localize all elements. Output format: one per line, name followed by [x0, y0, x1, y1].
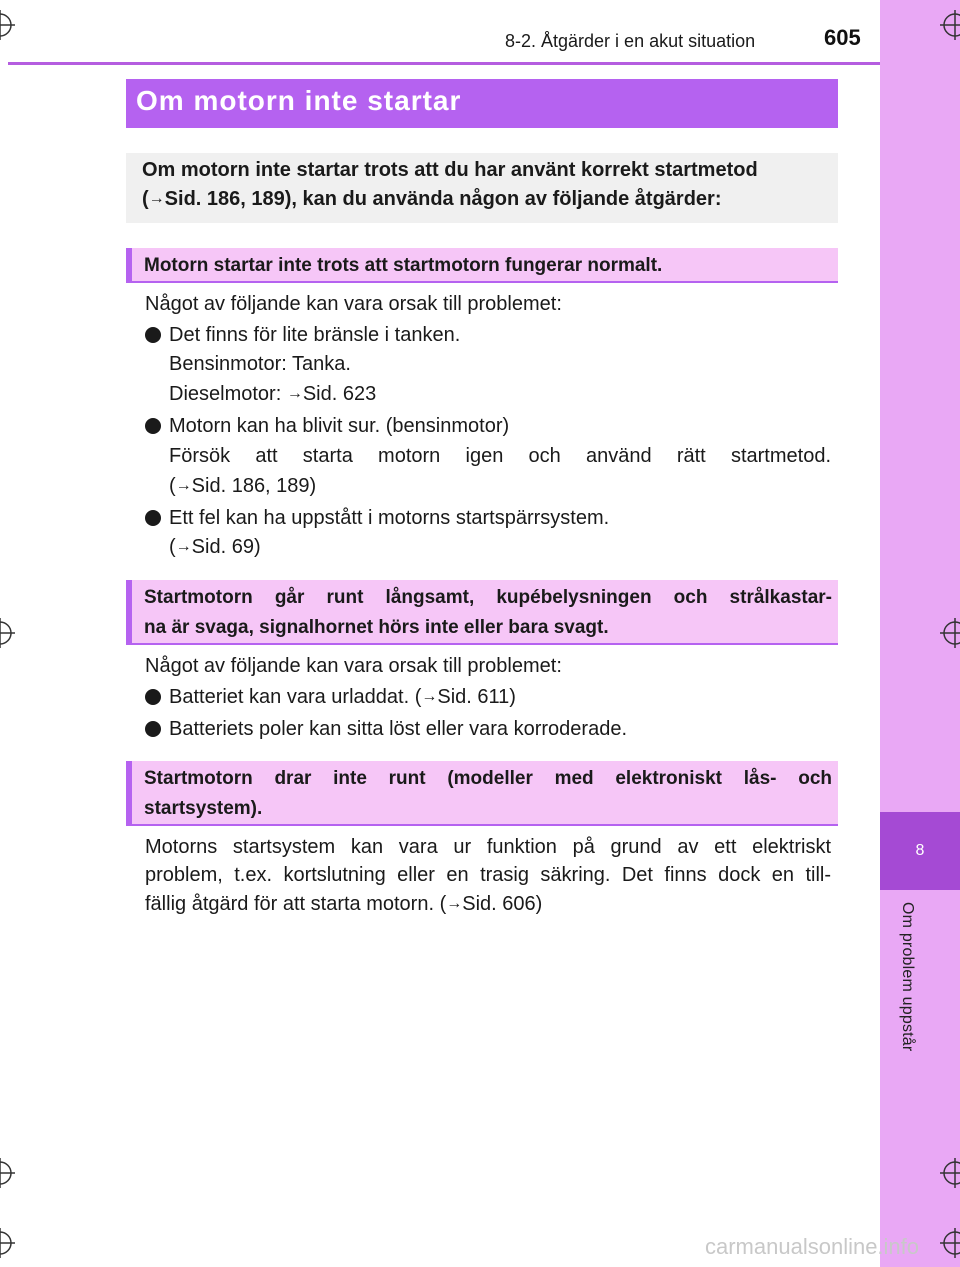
subheading-text: Startmotorn går runt långsamt, kupébelysningen och strålkastar- — [144, 587, 832, 608]
arrow-right-icon: → — [148, 190, 165, 207]
intro-box — [126, 153, 838, 223]
body-text-part: fällig åtgärd för att starta motorn. ( — [145, 893, 447, 915]
lead-text: Något av följande kan vara orsak till problemet: — [145, 655, 562, 677]
bullet-icon — [143, 687, 163, 707]
intro-line — [142, 188, 722, 211]
registration-mark-icon — [0, 1158, 15, 1188]
list-item-detail — [169, 536, 261, 559]
detail-label: Dieselmotor: — [169, 383, 287, 405]
lead-text: Något av följande kan vara orsak till problemet: — [145, 293, 562, 315]
page-reference-link[interactable]: Sid. 186, 189), kan du använda någon av följande åtgärder: — [164, 188, 722, 210]
body-text — [145, 893, 542, 916]
list-item-detail — [169, 475, 316, 498]
subheading-text: na är svaga, signalhornet hörs inte eller bara svagt. — [144, 617, 609, 638]
registration-mark-icon — [0, 10, 15, 40]
body-text: Motorns startsystem kan vara ur funktion på grund av ett elektriskt — [145, 836, 831, 858]
arrow-right-icon: → — [175, 538, 192, 555]
header-rule — [8, 62, 880, 65]
page-number: 605 — [824, 25, 861, 50]
paren: ( — [169, 536, 176, 558]
paren: ( — [142, 188, 149, 210]
subheading — [126, 580, 838, 645]
list-item: Ett fel kan ha uppstått i motorns startspärrsystem. — [169, 507, 610, 529]
list-item-detail: Bensinmotor: Tanka. — [169, 353, 351, 375]
list-item: Det finns för lite bränsle i tanken. — [169, 324, 461, 346]
page-title-bar — [126, 79, 838, 128]
list-item-detail — [169, 383, 376, 406]
registration-mark-icon — [940, 1158, 960, 1188]
list-item: Motorn kan ha blivit sur. (bensinmotor) — [169, 415, 510, 437]
list-item-detail: Försök att starta motorn igen och använd rätt startmetod. — [169, 445, 831, 467]
registration-mark-icon — [0, 1228, 15, 1258]
arrow-right-icon: → — [446, 895, 463, 912]
registration-mark-icon — [0, 618, 15, 648]
bullet-icon — [143, 416, 163, 436]
page-reference-link[interactable]: Sid. 623 — [302, 383, 377, 405]
registration-mark-icon — [940, 10, 960, 40]
bullet-icon — [143, 508, 163, 528]
bullet-icon — [143, 325, 163, 345]
page-title: Om motorn inte startar — [136, 85, 462, 116]
chapter-label: Om problem uppstår — [899, 902, 916, 1052]
arrow-right-icon: → — [175, 477, 192, 494]
chapter-number: 8 — [915, 842, 925, 859]
chapter-number-tab — [880, 812, 960, 890]
section-heading: 8-2. Åtgärder i en akut situation — [505, 31, 756, 51]
subheading-text: Startmotorn drar inte runt (modeller med elektroniskt lås- och — [144, 768, 832, 789]
page-reference-link[interactable]: Sid. 606) — [462, 893, 543, 915]
registration-mark-icon — [940, 618, 960, 648]
subheading-text: Motorn startar inte trots att startmotorn fungerar normalt. — [144, 255, 663, 276]
subheading — [126, 761, 838, 826]
intro-line: Om motorn inte startar trots att du har använt korrekt startmetod — [142, 159, 758, 181]
bullet-icon — [143, 719, 163, 739]
watermark: carmanualsonline.info — [705, 1234, 920, 1259]
arrow-right-icon: → — [421, 688, 438, 705]
page-reference-link[interactable]: Sid. 611) — [437, 686, 516, 708]
page-reference-link[interactable]: Sid. 186, 189) — [191, 475, 317, 497]
registration-mark-icon — [940, 1228, 960, 1258]
subheading-text: startsystem). — [144, 798, 263, 819]
paren: ( — [169, 475, 176, 497]
page-reference-link[interactable]: Sid. 69) — [191, 536, 261, 558]
list-item: Batteriets poler kan sitta löst eller vara korroderade. — [169, 718, 627, 740]
body-text: problem, t.ex. kortslutning eller en trasig säkring. Det finns dock en till- — [145, 864, 831, 886]
list-item-text: Batteriet kan vara urladdat. ( — [169, 686, 422, 708]
arrow-right-icon: → — [286, 385, 303, 402]
list-item — [169, 686, 516, 709]
subheading — [126, 248, 838, 283]
